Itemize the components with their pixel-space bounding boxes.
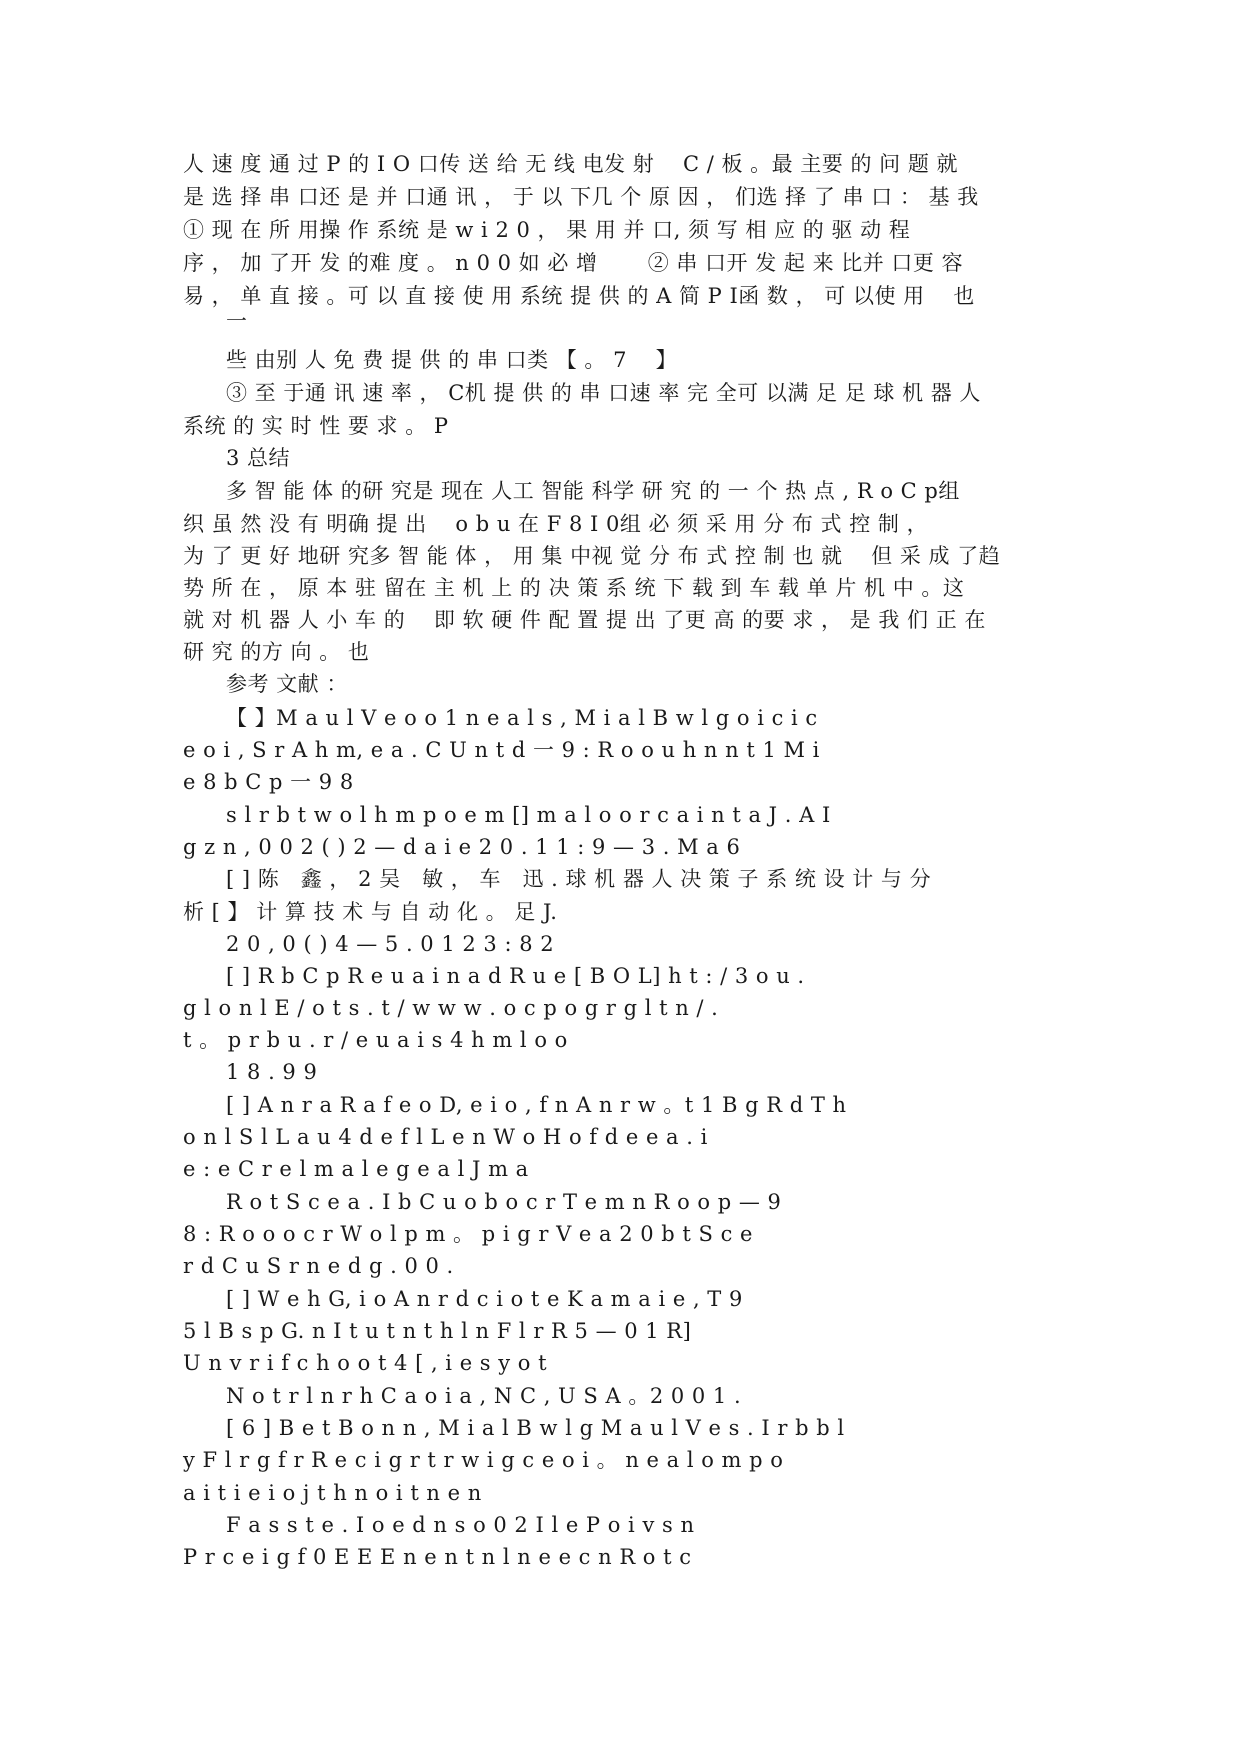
reference-line: 8 : R o o o c r W o l p m 。 p i g r V e a 2 0 b t S c e xyxy=(183,1222,753,1246)
text-line: 是 选 择 串 口还 是 并 口通 讯 ， 于 以 下几 个 原 因 ， 们选 择 了 串 口 ： 基 我 xyxy=(183,185,979,209)
reference-line: s l r b t w o l h m p o e m [] m a l o o r c a i n t a J . A I xyxy=(226,803,831,827)
reference-line: [ ] R b C p R e u a i n a d R u e [ B O L] h t : / 3 o u . xyxy=(226,964,805,988)
reference-line: N o t r l n r h C a o i a , N C , U S A 。2 0 0 1 . xyxy=(226,1384,742,1408)
reference-line: t 。 p r b u . r / e u a i s 4 h m l o o xyxy=(183,1028,568,1052)
reference-line: F a s s t e . I o e d n s o 0 2 I l e P o i v s n xyxy=(226,1513,695,1537)
reference-line: [ 6 ] B e t B o n n , M i a l B w l g M a u l V e s . I r b b l xyxy=(226,1416,845,1440)
reference-line: [ ] 陈 鑫 ， 2 吴 敏 ， 车 迅 . 球 机 器 人 决 策 子 系 统 设 计 与 分 xyxy=(226,867,932,891)
reference-line: 析 [ 】 计 算 技 术 与 自 动 化 。 足 J. xyxy=(183,900,558,924)
text-line: 些 由别 人 免 费 提 供 的 串 口类 【 。 7 】 xyxy=(226,348,678,372)
reference-line: a i t i e i o j t h n o i t n e n xyxy=(183,1481,482,1505)
text-line: ③ 至 于通 讯 速 率 ， C机 提 供 的 串 口速 率 完 全可 以满 足 足 球 机 器 人 xyxy=(226,381,981,405)
reference-line: U n v r i f c h o o t 4 [ , i e s y o t xyxy=(183,1351,548,1375)
text-line: 织 虽 然 没 有 明确 提 出 o b u 在 F 8 I 0组 必 须 采 用 分 布 式 控 制 ， xyxy=(183,512,929,536)
text-line: 一 xyxy=(226,309,248,333)
reference-line: e : e C r e l m a l e g e a l J m a xyxy=(183,1157,529,1181)
reference-line: R o t S c e a . I b C u o b o c r T e m n R o o p — 9 xyxy=(226,1190,782,1214)
reference-line: 2 0 , 0 ( ) 4 — 5 . 0 1 2 3 : 8 2 xyxy=(226,932,555,956)
reference-line: [ ] W e h G, i o A n r d c i o t e K a m a i e , T 9 xyxy=(226,1287,743,1311)
text-line: 研 究 的方 向 。 也 xyxy=(183,640,370,664)
text-line: 人 速 度 通 过 P 的 I O 口传 送 给 无 线 电发 射 C / 板 。最 主要 的 问 题 就 xyxy=(183,152,958,176)
reference-line: o n l S l L a u 4 d e f l L e n W o H o f d e e a . i xyxy=(183,1125,708,1149)
text-line: 就 对 机 器 人 小 车 的 即 软 硬 件 配 置 提 出 了更 高 的要 求 ， 是 我 们 正 在 xyxy=(183,608,986,632)
reference-line: r d C u S r n e d g . 0 0 . xyxy=(183,1254,454,1278)
reference-line: 5 l B s p G. n I t u t n t h l n F l r R 5 — 0 1 R] xyxy=(183,1319,692,1343)
reference-line: g l o n l E / o t s . t / w w w . o c p o g r g l t n / . xyxy=(183,996,719,1020)
reference-line: 【 】M a u l V e o o 1 n e a l s , M i a l B w l g o i c i c xyxy=(226,706,818,730)
text-line: 多 智 能 体 的研 究是 现在 人工 智能 科学 研 究 的 一 个 热 点 , R o C p组 xyxy=(226,479,960,503)
references-heading: 参考 文献 ： xyxy=(226,672,348,696)
section-heading: 3 总结 xyxy=(226,446,291,470)
text-line: 势 所 在 ， 原 本 驻 留在 主 机 上 的 决 策 系 统 下 载 到 车 载 单 片 机 中 。这 xyxy=(183,576,965,600)
reference-line: g z n , 0 0 2 ( ) 2 — d a i e 2 0 . 1 1 : 9 — 3 . M a 6 xyxy=(183,835,741,859)
reference-line: y F l r g f r R e c i g r t r w i g c e o i 。 n e a l o m p o xyxy=(183,1448,784,1472)
text-line: 系统 的 实 时 性 要 求 。 P xyxy=(183,414,449,438)
text-line: 序 ， 加 了开 发 的难 度 。 n 0 0 如 必 增 ② 串 口开 发 起 来 比并 口更 容 xyxy=(183,251,964,275)
text-line: 为 了 更 好 地研 究多 智 能 体 ， 用 集 中视 觉 分 布 式 控 制 也 就 但 采 成 了趋 xyxy=(183,544,1001,568)
text-line: ① 现 在 所 用操 作 系统 是 w i 2 0 ， 果 用 并 口, 须 写 相 应 的 驱 动 程 xyxy=(183,218,911,242)
reference-line: [ ] A n r a R a f e o D, e i o , f n A n r w 。t 1 B g R d T h xyxy=(226,1093,847,1117)
reference-line: e 8 b C p 一 9 8 xyxy=(183,770,354,794)
reference-line: e o i , S r A h m, e a . C U n t d 一 9 : R o o u h n n t 1 M i xyxy=(183,738,820,762)
reference-line: 1 8 . 9 9 xyxy=(226,1060,318,1084)
reference-line: P r c e i g f 0 E E E n e n t n l n e e c n R o t c xyxy=(183,1545,692,1569)
text-line: 易 ， 单 直 接 。可 以 直 接 使 用 系统 提 供 的 A 简 P I函 数 ， 可 以使 用 也 xyxy=(183,284,975,308)
